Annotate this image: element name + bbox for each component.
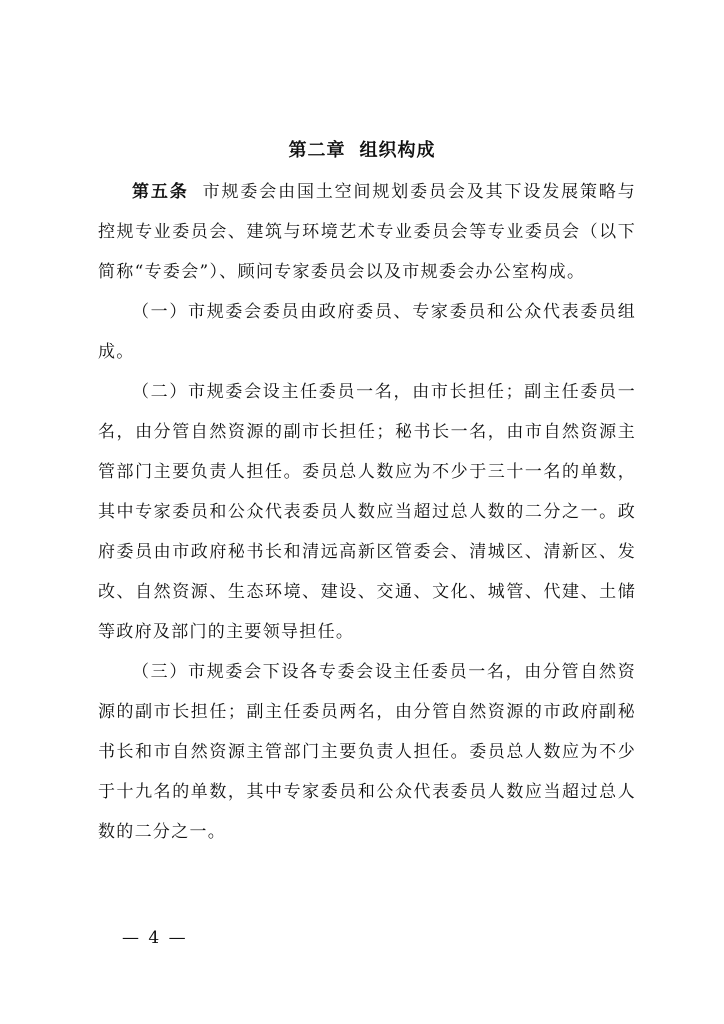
chapter-number: 第二章 [288, 140, 346, 161]
article-text: 市规委会由国土空间规划委员会及其下设发展策略与控规专业委员会、建筑与环境艺术专业委员会等专业委员会（以下简称“专委会”）、顾问专家委员会以及市规委会办公室构成。 [98, 182, 636, 282]
article-label: 第五条 [132, 182, 189, 202]
body-text [98, 172, 636, 852]
chapter-name: 组织构成 [359, 140, 436, 161]
article-paragraph [98, 172, 636, 292]
page-number: — 4 — [122, 928, 188, 948]
chapter-title [0, 136, 724, 162]
clause-three-paragraph: （三）市规委会下设各专委会设主任委员一名，由分管自然资源的副市长担任；副主任委员两名，由分管自然资源的市政府副秘书长和市自然资源主管部门主要负责人担任。委员总人数应为不少于十九名的单数，其中专家委员和公众代表委员人数应当超过总人数的二分之一。 [98, 662, 636, 842]
clause-one-paragraph: （一）市规委会委员由政府委员、专家委员和公众代表委员组成。 [98, 302, 636, 362]
clause-two-paragraph: （二）市规委会设主任委员一名，由市长担任；副主任委员一名，由分管自然资源的副市长担任；秘书长一名，由市自然资源主管部门主要负责人担任。委员总人数应为不少于三十一名的单数，其中专家委员和公众代表委员人数应当超过总人数的二分之一。政府委员由市政府秘书长和清远高新区管委会、清城区、清新区、发改、自然资源、生态环境、建设、交通、文化、城管、代建、土储等政府及部门的主要领导担任。 [98, 382, 636, 642]
